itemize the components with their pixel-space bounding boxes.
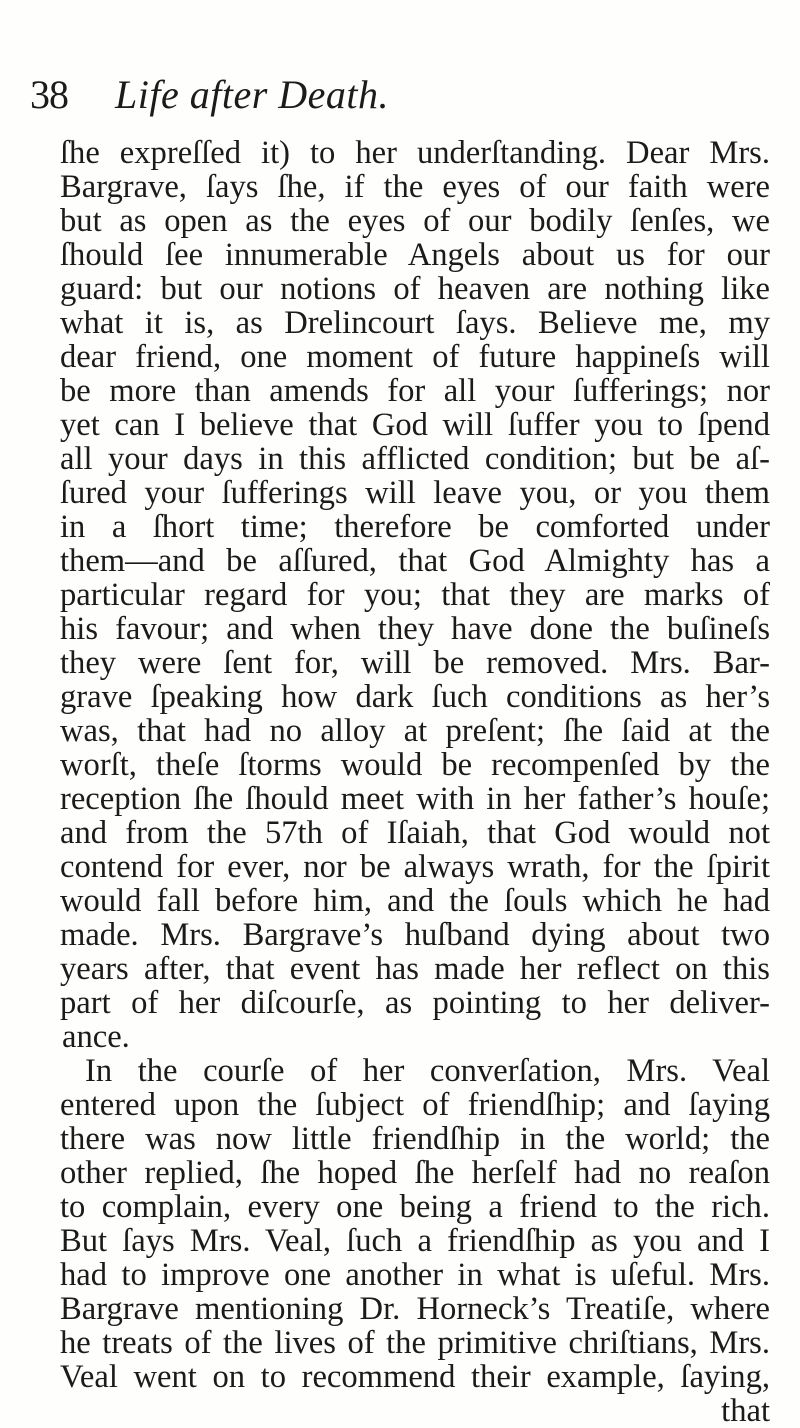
text-line: other replied, ſhe hoped ſhe herſelf had no reaſon xyxy=(60,1155,770,1191)
text-line: would fall before him, and the ſouls which he had xyxy=(60,883,770,919)
page-header xyxy=(30,70,760,120)
text-line: contend for ever, nor be always wrath, for the ſpirit xyxy=(60,849,770,885)
text-line: grave ſpeaking how dark ſuch conditions as her’s xyxy=(60,679,770,715)
text-line: ſured your ſufferings will leave you, or you them xyxy=(60,475,770,511)
text-line: they were ſent for, will be removed. Mrs. Bar- xyxy=(60,645,770,681)
text-line: be more than amends for all your ſufferings; nor xyxy=(60,373,770,409)
text-line: but as open as the eyes of our bodily ſenſes, we xyxy=(60,203,770,239)
text-line: Bargrave mentioning Dr. Horneck’s Treatiſe, where xyxy=(60,1291,770,1327)
text-line: part of her diſcourſe, as pointing to her deliver- xyxy=(60,985,770,1021)
text-line: dear friend, one moment of future happineſs will xyxy=(60,339,770,375)
text-line: had to improve one another in what is uſeful. Mrs. xyxy=(60,1257,770,1293)
text-line: what it is, as Drelincourt ſays. Believe me, my xyxy=(60,305,770,341)
text-line: yet can I believe that God will ſuffer you to ſpend xyxy=(60,407,770,443)
catchword: that xyxy=(721,1393,770,1428)
text-line: Bargrave, ſays ſhe, if the eyes of our faith were xyxy=(60,169,770,205)
text-line: there was now little friendſhip in the world; the xyxy=(60,1121,770,1157)
text-line: reception ſhe ſhould meet with in her father’s houſe; xyxy=(60,781,770,817)
page-number: 38 xyxy=(30,72,68,117)
text-line: his favour; and when they have done the buſineſs xyxy=(60,611,770,647)
text-line: years after, that event has made her reflect on this xyxy=(60,951,770,987)
text-line: ſhe expreſſed it) to her underſtanding. Dear Mrs. xyxy=(60,135,770,171)
text-line: them—and be aſſured, that God Almighty has a xyxy=(60,543,770,579)
text-line: he treats of the lives of the primitive chriſtians, Mrs. xyxy=(60,1325,770,1361)
text-line: ſhould ſee innumerable Angels about us for our xyxy=(60,237,770,273)
text-line: in a ſhort time; therefore be comforted under xyxy=(60,509,770,545)
text-line: ance. xyxy=(62,1019,130,1055)
text-line: entered upon the ſubject of friendſhip; and ſaying xyxy=(60,1087,770,1123)
running-title: Life after Death. xyxy=(115,72,390,117)
text-line: was, that had no alloy at preſent; ſhe ſaid at the xyxy=(60,713,770,749)
text-line: Veal went on to recommend their example, ſaying, xyxy=(60,1359,770,1395)
text-line: guard: but our notions of heaven are nothing like xyxy=(60,271,770,307)
text-line: made. Mrs. Bargrave’s huſband dying about two xyxy=(60,917,770,953)
text-line: In the courſe of her converſation, Mrs. Veal xyxy=(85,1053,770,1089)
text-line: particular regard for you; that they are marks of xyxy=(60,577,770,613)
text-line: to complain, every one being a friend to the rich. xyxy=(60,1189,770,1225)
text-line: all your days in this afflicted condition; but be aſ- xyxy=(60,441,770,477)
text-line: worſt, theſe ſtorms would be recompenſed by the xyxy=(60,747,770,783)
text-line: But ſays Mrs. Veal, ſuch a friendſhip as you and I xyxy=(60,1223,770,1259)
text-line: and from the 57th of Iſaiah, that God would not xyxy=(60,815,770,851)
